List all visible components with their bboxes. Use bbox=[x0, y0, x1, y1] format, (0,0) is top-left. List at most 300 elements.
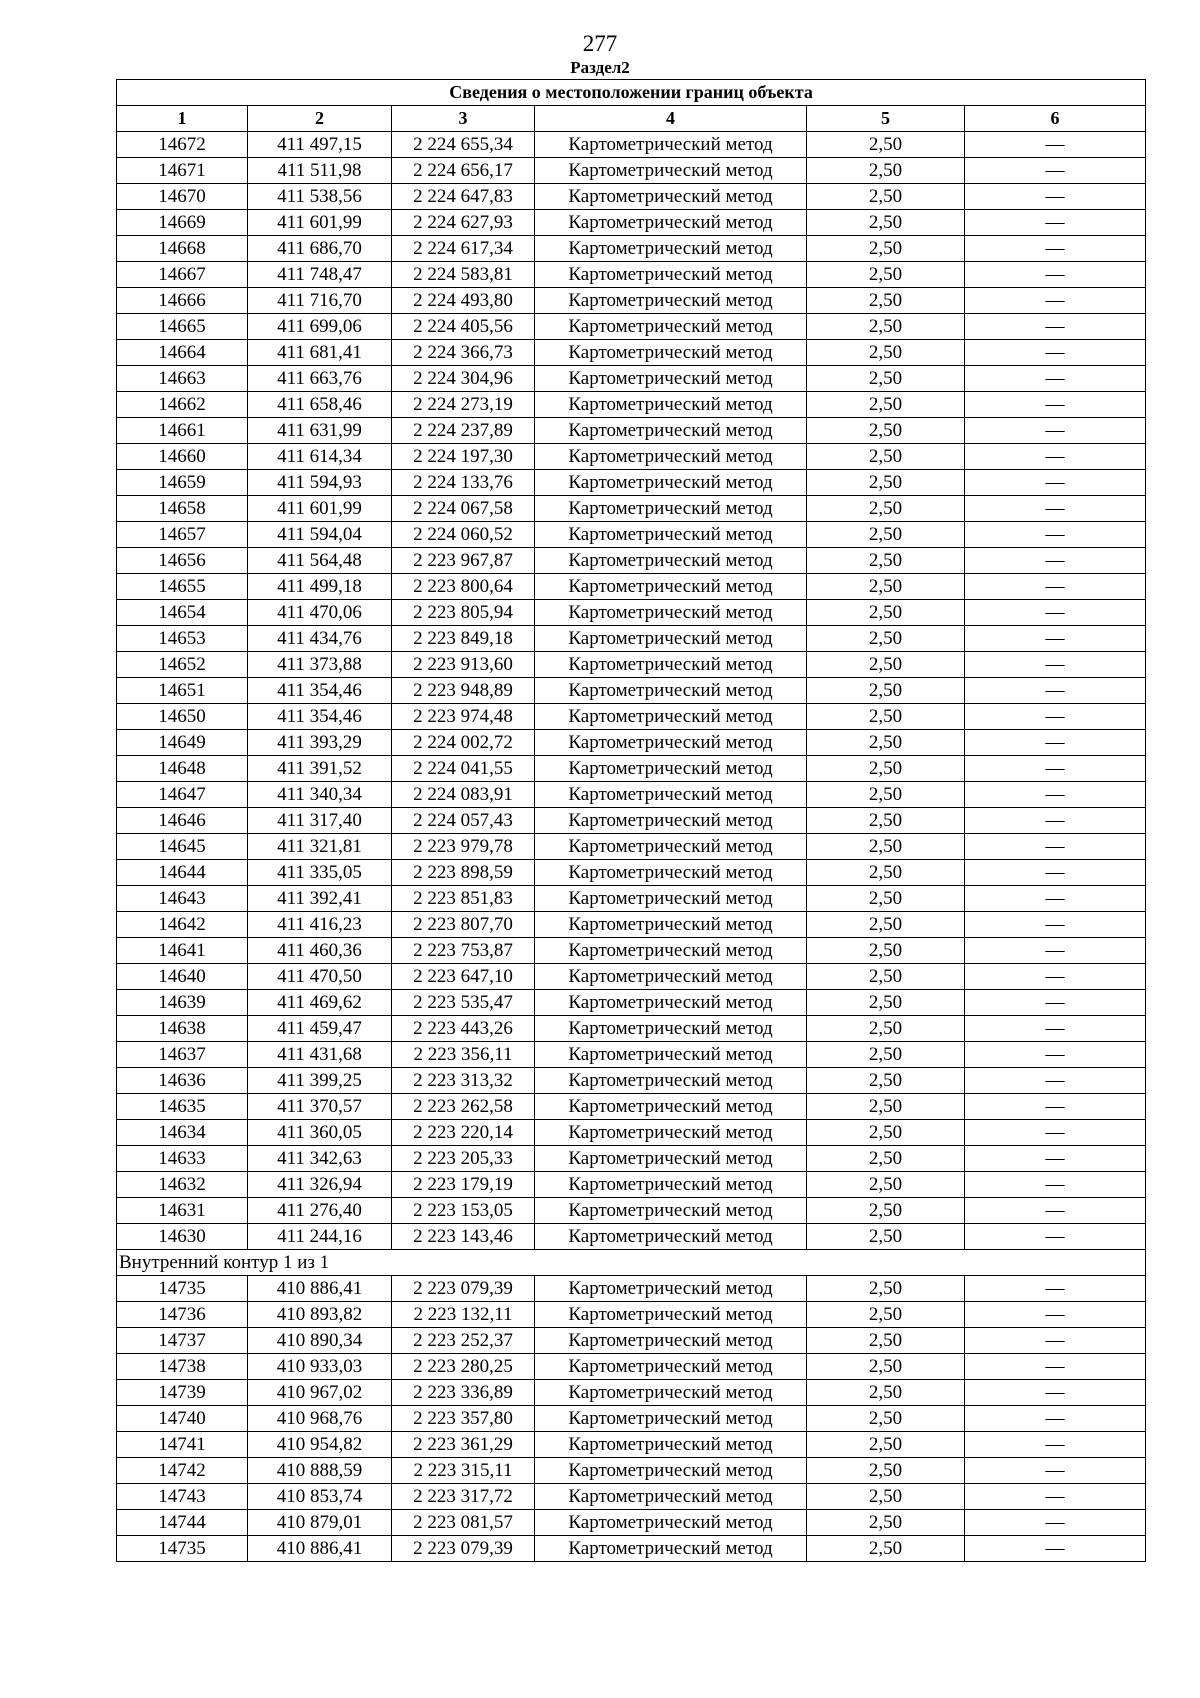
table-row bbox=[117, 496, 1146, 522]
table-row bbox=[117, 1354, 1146, 1380]
point-number-cell: 14672 bbox=[117, 132, 248, 158]
x-coordinate-cell: 411 716,70 bbox=[248, 288, 392, 314]
point-number-cell: 14659 bbox=[117, 470, 248, 496]
y-coordinate-cell: 2 223 280,25 bbox=[392, 1354, 535, 1380]
point-number-cell: 14658 bbox=[117, 496, 248, 522]
table-row bbox=[117, 1146, 1146, 1172]
method-cell: Картометрический метод bbox=[535, 1146, 807, 1172]
method-cell: Картометрический метод bbox=[535, 314, 807, 340]
table-row bbox=[117, 1120, 1146, 1146]
x-coordinate-cell: 411 594,04 bbox=[248, 522, 392, 548]
accuracy-cell: 2,50 bbox=[807, 990, 965, 1016]
table-row bbox=[117, 1302, 1146, 1328]
x-coordinate-cell: 411 663,76 bbox=[248, 366, 392, 392]
column-header: 4 bbox=[535, 106, 807, 132]
point-number-cell: 14740 bbox=[117, 1406, 248, 1432]
method-cell: Картометрический метод bbox=[535, 1120, 807, 1146]
method-cell: Картометрический метод bbox=[535, 548, 807, 574]
table-row bbox=[117, 1406, 1146, 1432]
table-row bbox=[117, 704, 1146, 730]
accuracy-cell: 2,50 bbox=[807, 392, 965, 418]
x-coordinate-cell: 411 699,06 bbox=[248, 314, 392, 340]
description-cell: — bbox=[965, 730, 1146, 756]
accuracy-cell: 2,50 bbox=[807, 1198, 965, 1224]
y-coordinate-cell: 2 224 405,56 bbox=[392, 314, 535, 340]
point-number-cell: 14646 bbox=[117, 808, 248, 834]
y-coordinate-cell: 2 223 974,48 bbox=[392, 704, 535, 730]
accuracy-cell: 2,50 bbox=[807, 418, 965, 444]
x-coordinate-cell: 410 893,82 bbox=[248, 1302, 392, 1328]
y-coordinate-cell: 2 224 583,81 bbox=[392, 262, 535, 288]
method-cell: Картометрический метод bbox=[535, 340, 807, 366]
point-number-cell: 14645 bbox=[117, 834, 248, 860]
point-number-cell: 14633 bbox=[117, 1146, 248, 1172]
x-coordinate-cell: 411 244,16 bbox=[248, 1224, 392, 1250]
description-cell: — bbox=[965, 210, 1146, 236]
y-coordinate-cell: 2 223 336,89 bbox=[392, 1380, 535, 1406]
method-cell: Картометрический метод bbox=[535, 600, 807, 626]
description-cell: — bbox=[965, 1198, 1146, 1224]
accuracy-cell: 2,50 bbox=[807, 600, 965, 626]
method-cell: Картометрический метод bbox=[535, 808, 807, 834]
point-number-cell: 14654 bbox=[117, 600, 248, 626]
point-number-cell: 14665 bbox=[117, 314, 248, 340]
description-cell: — bbox=[965, 1276, 1146, 1302]
contour-label-row bbox=[117, 1250, 1146, 1276]
accuracy-cell: 2,50 bbox=[807, 626, 965, 652]
x-coordinate-cell: 411 686,70 bbox=[248, 236, 392, 262]
accuracy-cell: 2,50 bbox=[807, 834, 965, 860]
y-coordinate-cell: 2 224 647,83 bbox=[392, 184, 535, 210]
table-row bbox=[117, 808, 1146, 834]
table-row bbox=[117, 1380, 1146, 1406]
accuracy-cell: 2,50 bbox=[807, 964, 965, 990]
accuracy-cell: 2,50 bbox=[807, 1536, 965, 1562]
x-coordinate-cell: 411 564,48 bbox=[248, 548, 392, 574]
y-coordinate-cell: 2 223 220,14 bbox=[392, 1120, 535, 1146]
description-cell: — bbox=[965, 1406, 1146, 1432]
point-number-cell: 14744 bbox=[117, 1510, 248, 1536]
y-coordinate-cell: 2 224 060,52 bbox=[392, 522, 535, 548]
point-number-cell: 14647 bbox=[117, 782, 248, 808]
accuracy-cell: 2,50 bbox=[807, 912, 965, 938]
x-coordinate-cell: 410 886,41 bbox=[248, 1276, 392, 1302]
y-coordinate-cell: 2 224 273,19 bbox=[392, 392, 535, 418]
table-row bbox=[117, 158, 1146, 184]
description-cell: — bbox=[965, 236, 1146, 262]
column-header: 1 bbox=[117, 106, 248, 132]
description-cell: — bbox=[965, 860, 1146, 886]
accuracy-cell: 2,50 bbox=[807, 574, 965, 600]
y-coordinate-cell: 2 223 079,39 bbox=[392, 1276, 535, 1302]
table-row bbox=[117, 860, 1146, 886]
method-cell: Картометрический метод bbox=[535, 496, 807, 522]
method-cell: Картометрический метод bbox=[535, 678, 807, 704]
y-coordinate-cell: 2 223 317,72 bbox=[392, 1484, 535, 1510]
y-coordinate-cell: 2 223 898,59 bbox=[392, 860, 535, 886]
point-number-cell: 14636 bbox=[117, 1068, 248, 1094]
description-cell: — bbox=[965, 678, 1146, 704]
method-cell: Картометрический метод bbox=[535, 262, 807, 288]
description-cell: — bbox=[965, 262, 1146, 288]
table-row bbox=[117, 1016, 1146, 1042]
point-number-cell: 14670 bbox=[117, 184, 248, 210]
inner-contour-rows bbox=[117, 1276, 1146, 1562]
accuracy-cell: 2,50 bbox=[807, 808, 965, 834]
description-cell: — bbox=[965, 470, 1146, 496]
x-coordinate-cell: 411 416,23 bbox=[248, 912, 392, 938]
method-cell: Картометрический метод bbox=[535, 1354, 807, 1380]
column-number-row bbox=[117, 106, 1146, 132]
x-coordinate-cell: 411 658,46 bbox=[248, 392, 392, 418]
method-cell: Картометрический метод bbox=[535, 626, 807, 652]
accuracy-cell: 2,50 bbox=[807, 548, 965, 574]
y-coordinate-cell: 2 224 656,17 bbox=[392, 158, 535, 184]
description-cell: — bbox=[965, 158, 1146, 184]
method-cell: Картометрический метод bbox=[535, 366, 807, 392]
x-coordinate-cell: 411 601,99 bbox=[248, 210, 392, 236]
description-cell: — bbox=[965, 418, 1146, 444]
method-cell: Картометрический метод bbox=[535, 1328, 807, 1354]
x-coordinate-cell: 411 354,46 bbox=[248, 704, 392, 730]
table-row bbox=[117, 210, 1146, 236]
table-row bbox=[117, 236, 1146, 262]
description-cell: — bbox=[965, 1380, 1146, 1406]
accuracy-cell: 2,50 bbox=[807, 652, 965, 678]
accuracy-cell: 2,50 bbox=[807, 288, 965, 314]
x-coordinate-cell: 411 497,15 bbox=[248, 132, 392, 158]
method-cell: Картометрический метод bbox=[535, 418, 807, 444]
method-cell: Картометрический метод bbox=[535, 1224, 807, 1250]
table-row bbox=[117, 548, 1146, 574]
y-coordinate-cell: 2 224 304,96 bbox=[392, 366, 535, 392]
point-number-cell: 14663 bbox=[117, 366, 248, 392]
point-number-cell: 14660 bbox=[117, 444, 248, 470]
point-number-cell: 14652 bbox=[117, 652, 248, 678]
table-row bbox=[117, 912, 1146, 938]
method-cell: Картометрический метод bbox=[535, 1510, 807, 1536]
contour-label: Внутренний контур 1 из 1 bbox=[117, 1250, 1146, 1276]
table-row bbox=[117, 756, 1146, 782]
description-cell: — bbox=[965, 964, 1146, 990]
x-coordinate-cell: 411 335,05 bbox=[248, 860, 392, 886]
description-cell: — bbox=[965, 1146, 1146, 1172]
table-row bbox=[117, 340, 1146, 366]
method-cell: Картометрический метод bbox=[535, 132, 807, 158]
x-coordinate-cell: 411 469,62 bbox=[248, 990, 392, 1016]
point-number-cell: 14735 bbox=[117, 1536, 248, 1562]
description-cell: — bbox=[965, 1536, 1146, 1562]
accuracy-cell: 2,50 bbox=[807, 1120, 965, 1146]
y-coordinate-cell: 2 223 849,18 bbox=[392, 626, 535, 652]
x-coordinate-cell: 411 601,99 bbox=[248, 496, 392, 522]
x-coordinate-cell: 411 326,94 bbox=[248, 1172, 392, 1198]
table-row bbox=[117, 782, 1146, 808]
description-cell: — bbox=[965, 1120, 1146, 1146]
description-cell: — bbox=[965, 1302, 1146, 1328]
boundary-coordinates-table bbox=[116, 79, 1146, 1562]
point-number-cell: 14637 bbox=[117, 1042, 248, 1068]
description-cell: — bbox=[965, 652, 1146, 678]
y-coordinate-cell: 2 223 807,70 bbox=[392, 912, 535, 938]
accuracy-cell: 2,50 bbox=[807, 1224, 965, 1250]
description-cell: — bbox=[965, 444, 1146, 470]
accuracy-cell: 2,50 bbox=[807, 704, 965, 730]
description-cell: — bbox=[965, 886, 1146, 912]
method-cell: Картометрический метод bbox=[535, 652, 807, 678]
y-coordinate-cell: 2 224 366,73 bbox=[392, 340, 535, 366]
table-row bbox=[117, 522, 1146, 548]
table-row bbox=[117, 1224, 1146, 1250]
x-coordinate-cell: 410 968,76 bbox=[248, 1406, 392, 1432]
table-row bbox=[117, 418, 1146, 444]
y-coordinate-cell: 2 223 081,57 bbox=[392, 1510, 535, 1536]
point-number-cell: 14666 bbox=[117, 288, 248, 314]
point-number-cell: 14642 bbox=[117, 912, 248, 938]
description-cell: — bbox=[965, 1484, 1146, 1510]
table-row bbox=[117, 262, 1146, 288]
accuracy-cell: 2,50 bbox=[807, 1042, 965, 1068]
point-number-cell: 14656 bbox=[117, 548, 248, 574]
table-row bbox=[117, 600, 1146, 626]
description-cell: — bbox=[965, 756, 1146, 782]
x-coordinate-cell: 411 360,05 bbox=[248, 1120, 392, 1146]
accuracy-cell: 2,50 bbox=[807, 1380, 965, 1406]
method-cell: Картометрический метод bbox=[535, 834, 807, 860]
method-cell: Картометрический метод bbox=[535, 1380, 807, 1406]
method-cell: Картометрический метод bbox=[535, 938, 807, 964]
description-cell: — bbox=[965, 574, 1146, 600]
x-coordinate-cell: 411 321,81 bbox=[248, 834, 392, 860]
point-number-cell: 14638 bbox=[117, 1016, 248, 1042]
table-row bbox=[117, 1484, 1146, 1510]
accuracy-cell: 2,50 bbox=[807, 1302, 965, 1328]
x-coordinate-cell: 411 342,63 bbox=[248, 1146, 392, 1172]
y-coordinate-cell: 2 224 002,72 bbox=[392, 730, 535, 756]
method-cell: Картометрический метод bbox=[535, 756, 807, 782]
method-cell: Картометрический метод bbox=[535, 1198, 807, 1224]
method-cell: Картометрический метод bbox=[535, 990, 807, 1016]
method-cell: Картометрический метод bbox=[535, 392, 807, 418]
x-coordinate-cell: 411 354,46 bbox=[248, 678, 392, 704]
x-coordinate-cell: 411 276,40 bbox=[248, 1198, 392, 1224]
description-cell: — bbox=[965, 626, 1146, 652]
method-cell: Картометрический метод bbox=[535, 1068, 807, 1094]
accuracy-cell: 2,50 bbox=[807, 938, 965, 964]
method-cell: Картометрический метод bbox=[535, 288, 807, 314]
table-row bbox=[117, 444, 1146, 470]
point-number-cell: 14667 bbox=[117, 262, 248, 288]
column-header: 6 bbox=[965, 106, 1146, 132]
y-coordinate-cell: 2 223 535,47 bbox=[392, 990, 535, 1016]
point-number-cell: 14640 bbox=[117, 964, 248, 990]
table-row bbox=[117, 1328, 1146, 1354]
point-number-cell: 14632 bbox=[117, 1172, 248, 1198]
point-number-cell: 14649 bbox=[117, 730, 248, 756]
y-coordinate-cell: 2 224 493,80 bbox=[392, 288, 535, 314]
x-coordinate-cell: 411 470,50 bbox=[248, 964, 392, 990]
table-row bbox=[117, 392, 1146, 418]
x-coordinate-cell: 410 954,82 bbox=[248, 1432, 392, 1458]
method-cell: Картометрический метод bbox=[535, 964, 807, 990]
description-cell: — bbox=[965, 1458, 1146, 1484]
point-number-cell: 14668 bbox=[117, 236, 248, 262]
table-row bbox=[117, 470, 1146, 496]
y-coordinate-cell: 2 223 357,80 bbox=[392, 1406, 535, 1432]
x-coordinate-cell: 411 431,68 bbox=[248, 1042, 392, 1068]
y-coordinate-cell: 2 223 262,58 bbox=[392, 1094, 535, 1120]
y-coordinate-cell: 2 223 753,87 bbox=[392, 938, 535, 964]
description-cell: — bbox=[965, 938, 1146, 964]
method-cell: Картометрический метод bbox=[535, 1016, 807, 1042]
method-cell: Картометрический метод bbox=[535, 1484, 807, 1510]
x-coordinate-cell: 410 879,01 bbox=[248, 1510, 392, 1536]
accuracy-cell: 2,50 bbox=[807, 1432, 965, 1458]
accuracy-cell: 2,50 bbox=[807, 522, 965, 548]
x-coordinate-cell: 411 499,18 bbox=[248, 574, 392, 600]
y-coordinate-cell: 2 224 197,30 bbox=[392, 444, 535, 470]
column-header: 2 bbox=[248, 106, 392, 132]
column-header: 5 bbox=[807, 106, 965, 132]
description-cell: — bbox=[965, 834, 1146, 860]
x-coordinate-cell: 411 681,41 bbox=[248, 340, 392, 366]
y-coordinate-cell: 2 223 647,10 bbox=[392, 964, 535, 990]
point-number-cell: 14635 bbox=[117, 1094, 248, 1120]
x-coordinate-cell: 411 594,93 bbox=[248, 470, 392, 496]
table-row bbox=[117, 886, 1146, 912]
outer-contour-rows bbox=[117, 132, 1146, 1250]
method-cell: Картометрический метод bbox=[535, 522, 807, 548]
point-number-cell: 14639 bbox=[117, 990, 248, 1016]
method-cell: Картометрический метод bbox=[535, 1458, 807, 1484]
description-cell: — bbox=[965, 782, 1146, 808]
accuracy-cell: 2,50 bbox=[807, 1484, 965, 1510]
accuracy-cell: 2,50 bbox=[807, 1354, 965, 1380]
x-coordinate-cell: 411 370,57 bbox=[248, 1094, 392, 1120]
accuracy-cell: 2,50 bbox=[807, 366, 965, 392]
y-coordinate-cell: 2 224 041,55 bbox=[392, 756, 535, 782]
accuracy-cell: 2,50 bbox=[807, 210, 965, 236]
description-cell: — bbox=[965, 912, 1146, 938]
point-number-cell: 14743 bbox=[117, 1484, 248, 1510]
table-row bbox=[117, 626, 1146, 652]
x-coordinate-cell: 410 888,59 bbox=[248, 1458, 392, 1484]
y-coordinate-cell: 2 223 205,33 bbox=[392, 1146, 535, 1172]
description-cell: — bbox=[965, 1016, 1146, 1042]
method-cell: Картометрический метод bbox=[535, 886, 807, 912]
table-row bbox=[117, 1172, 1146, 1198]
point-number-cell: 14671 bbox=[117, 158, 248, 184]
y-coordinate-cell: 2 224 617,34 bbox=[392, 236, 535, 262]
method-cell: Картометрический метод bbox=[535, 1172, 807, 1198]
y-coordinate-cell: 2 223 851,83 bbox=[392, 886, 535, 912]
y-coordinate-cell: 2 223 179,19 bbox=[392, 1172, 535, 1198]
method-cell: Картометрический метод bbox=[535, 1302, 807, 1328]
y-coordinate-cell: 2 224 057,43 bbox=[392, 808, 535, 834]
accuracy-cell: 2,50 bbox=[807, 132, 965, 158]
table-row bbox=[117, 1510, 1146, 1536]
accuracy-cell: 2,50 bbox=[807, 756, 965, 782]
x-coordinate-cell: 410 933,03 bbox=[248, 1354, 392, 1380]
description-cell: — bbox=[965, 184, 1146, 210]
accuracy-cell: 2,50 bbox=[807, 1172, 965, 1198]
method-cell: Картометрический метод bbox=[535, 1042, 807, 1068]
method-cell: Картометрический метод bbox=[535, 184, 807, 210]
method-cell: Картометрический метод bbox=[535, 1406, 807, 1432]
description-cell: — bbox=[965, 1042, 1146, 1068]
y-coordinate-cell: 2 224 655,34 bbox=[392, 132, 535, 158]
accuracy-cell: 2,50 bbox=[807, 470, 965, 496]
accuracy-cell: 2,50 bbox=[807, 1068, 965, 1094]
y-coordinate-cell: 2 224 083,91 bbox=[392, 782, 535, 808]
method-cell: Картометрический метод bbox=[535, 912, 807, 938]
method-cell: Картометрический метод bbox=[535, 860, 807, 886]
y-coordinate-cell: 2 223 805,94 bbox=[392, 600, 535, 626]
method-cell: Картометрический метод bbox=[535, 470, 807, 496]
table-row bbox=[117, 184, 1146, 210]
y-coordinate-cell: 2 223 315,11 bbox=[392, 1458, 535, 1484]
point-number-cell: 14650 bbox=[117, 704, 248, 730]
accuracy-cell: 2,50 bbox=[807, 678, 965, 704]
table-row bbox=[117, 1068, 1146, 1094]
description-cell: — bbox=[965, 1224, 1146, 1250]
y-coordinate-cell: 2 223 800,64 bbox=[392, 574, 535, 600]
description-cell: — bbox=[965, 808, 1146, 834]
point-number-cell: 14634 bbox=[117, 1120, 248, 1146]
accuracy-cell: 2,50 bbox=[807, 1016, 965, 1042]
table-row bbox=[117, 1198, 1146, 1224]
x-coordinate-cell: 411 340,34 bbox=[248, 782, 392, 808]
y-coordinate-cell: 2 223 252,37 bbox=[392, 1328, 535, 1354]
table-caption: Сведения о местоположении границ объекта bbox=[117, 80, 1146, 106]
point-number-cell: 14631 bbox=[117, 1198, 248, 1224]
x-coordinate-cell: 410 886,41 bbox=[248, 1536, 392, 1562]
page-number: 277 bbox=[582, 31, 618, 56]
description-cell: — bbox=[965, 1094, 1146, 1120]
x-coordinate-cell: 411 748,47 bbox=[248, 262, 392, 288]
accuracy-cell: 2,50 bbox=[807, 496, 965, 522]
description-cell: — bbox=[965, 288, 1146, 314]
y-coordinate-cell: 2 223 079,39 bbox=[392, 1536, 535, 1562]
x-coordinate-cell: 411 460,36 bbox=[248, 938, 392, 964]
y-coordinate-cell: 2 223 143,46 bbox=[392, 1224, 535, 1250]
point-number-cell: 14662 bbox=[117, 392, 248, 418]
point-number-cell: 14742 bbox=[117, 1458, 248, 1484]
accuracy-cell: 2,50 bbox=[807, 1510, 965, 1536]
x-coordinate-cell: 411 631,99 bbox=[248, 418, 392, 444]
method-cell: Картометрический метод bbox=[535, 444, 807, 470]
description-cell: — bbox=[965, 1328, 1146, 1354]
description-cell: — bbox=[965, 1510, 1146, 1536]
point-number-cell: 14644 bbox=[117, 860, 248, 886]
description-cell: — bbox=[965, 704, 1146, 730]
point-number-cell: 14643 bbox=[117, 886, 248, 912]
point-number-cell: 14648 bbox=[117, 756, 248, 782]
method-cell: Картометрический метод bbox=[535, 1536, 807, 1562]
point-number-cell: 14738 bbox=[117, 1354, 248, 1380]
description-cell: — bbox=[965, 340, 1146, 366]
point-number-cell: 14653 bbox=[117, 626, 248, 652]
accuracy-cell: 2,50 bbox=[807, 1146, 965, 1172]
point-number-cell: 14641 bbox=[117, 938, 248, 964]
point-number-cell: 14735 bbox=[117, 1276, 248, 1302]
description-cell: — bbox=[965, 1172, 1146, 1198]
x-coordinate-cell: 411 511,98 bbox=[248, 158, 392, 184]
y-coordinate-cell: 2 223 313,32 bbox=[392, 1068, 535, 1094]
point-number-cell: 14739 bbox=[117, 1380, 248, 1406]
table-row bbox=[117, 132, 1146, 158]
description-cell: — bbox=[965, 314, 1146, 340]
